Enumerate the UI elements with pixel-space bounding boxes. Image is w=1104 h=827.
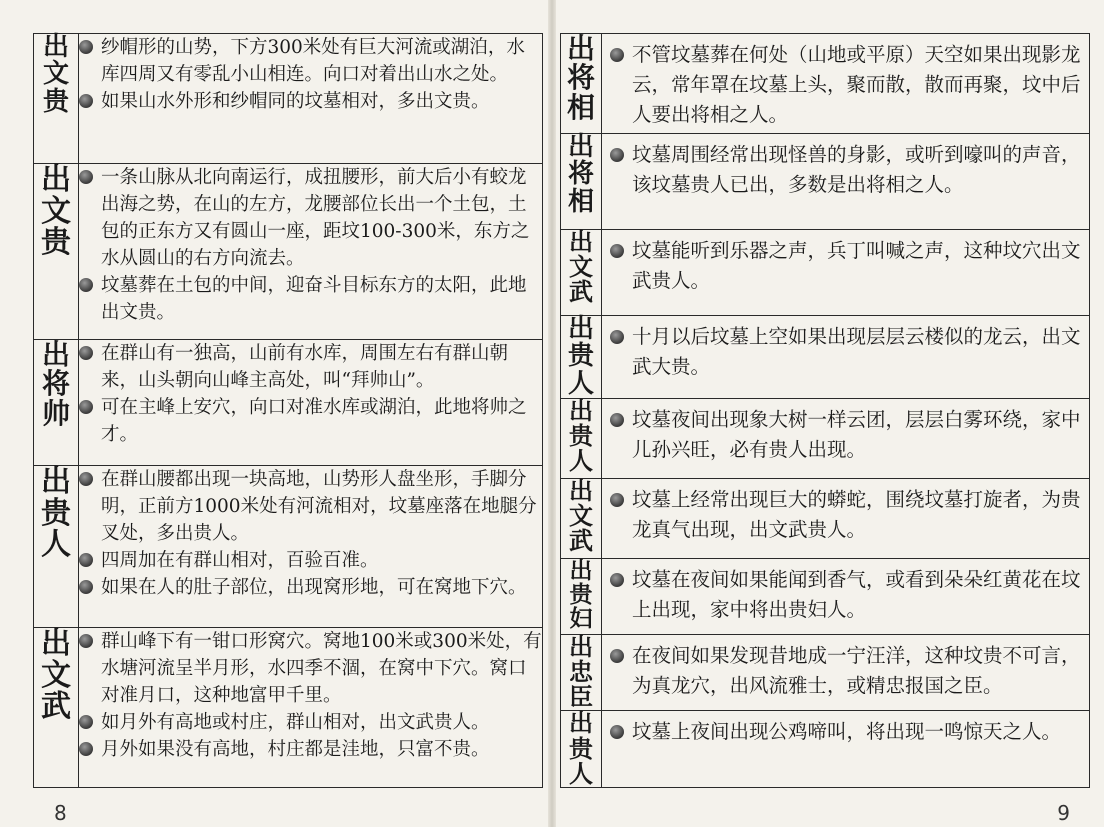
row-heading: 出 将 相	[561, 134, 602, 230]
right-row	[561, 398, 1090, 478]
right-table	[560, 33, 1090, 788]
bullet-text: 坟墓葬在土包的中间，迎奋斗目标东方的太阳，此地出文贵。	[101, 275, 527, 323]
bullet-dot-icon	[610, 413, 624, 427]
bullet-dot-icon	[79, 634, 93, 648]
left-row	[34, 34, 543, 164]
bullet-text: 坟墓上经常出现巨大的蟒蛇，围绕坟墓打旋者，为贵龙真气出现，出文武贵人。	[632, 487, 1081, 541]
bullet-item	[610, 485, 1085, 545]
bullet-text: 在群山有一独高，山前有水库，周围左右有群山朝来，山头朝向山峰主高处，叫“拜帅山”。	[101, 343, 509, 391]
bullet-item	[610, 405, 1085, 465]
row-content	[602, 711, 1090, 788]
row-content	[602, 398, 1090, 478]
bullet-dot-icon	[79, 170, 93, 184]
row-content	[79, 628, 543, 788]
bullet-dot-icon	[610, 573, 624, 587]
row-heading: 出 贵 妇	[561, 558, 602, 634]
row-content	[602, 634, 1090, 711]
right-row	[561, 711, 1090, 788]
row-heading: 出 文 贵	[34, 34, 79, 164]
row-heading: 出 文 贵	[34, 164, 79, 340]
bullet-item	[79, 34, 542, 88]
bullet-text: 月外如果没有高地，村庄都是洼地，只富不贵。	[101, 739, 490, 760]
row-content	[602, 230, 1090, 316]
bullet-item	[610, 717, 1085, 747]
bullet-dot-icon	[610, 48, 624, 62]
row-heading: 出 文 武	[34, 628, 79, 788]
left-row	[34, 164, 543, 340]
bullet-text: 四周加在有群山相对，百验百准。	[101, 550, 379, 571]
bullet-dot-icon	[610, 725, 624, 739]
bullet-text: 如月外有高地或村庄，群山相对，出文武贵人。	[101, 712, 490, 733]
bullet-dot-icon	[79, 278, 93, 292]
bullet-dot-icon	[79, 742, 93, 756]
bullet-dot-icon	[79, 715, 93, 729]
row-content	[79, 164, 543, 340]
bullet-text: 在群山腰都出现一块高地，山势形人盘坐形，手脚分明，正前方1000米处有河流相对，坟墓座落在地腿分叉处，多出贵人。	[101, 469, 537, 544]
row-content	[602, 478, 1090, 558]
row-heading: 出 将 相	[561, 34, 602, 134]
row-content	[602, 134, 1090, 230]
row-heading: 出 贵 人	[561, 711, 602, 788]
bullet-item	[610, 565, 1085, 625]
bullet-dot-icon	[79, 580, 93, 594]
row-heading: 出 文 武	[561, 478, 602, 558]
right-row	[561, 478, 1090, 558]
left-row	[34, 466, 543, 628]
bullet-dot-icon	[79, 94, 93, 108]
bullet-item	[79, 272, 542, 326]
bullet-item	[79, 709, 542, 736]
bullet-dot-icon	[610, 649, 624, 663]
bullet-text: 坟墓夜间出现象大树一样云团，层层白雾环绕，家中儿孙兴旺，必有贵人出现。	[632, 407, 1081, 461]
bullet-item	[79, 340, 542, 394]
bullet-text: 在夜间如果发现昔地成一宁汪洋，这种坟贵不可言，为真龙穴，出风流雅士，或精忠报国之臣。	[632, 643, 1081, 697]
bullet-text: 十月以后坟墓上空如果出现层层云楼似的龙云，出文武大贵。	[632, 325, 1081, 378]
bullet-text: 群山峰下有一钳口形窝穴。窝地100米或300米处，有水塘河流呈半月形，水四季不涸，在窝中下穴。窝口对准月口，这种地富甲千里。	[101, 631, 542, 706]
row-heading: 出 贵 人	[34, 466, 79, 628]
bullet-text: 不管坟墓葬在何处（山地或平原）天空如果出现影龙云，常年罩在坟墓上头，聚而散，散而再聚，坟中后人要出将相之人。	[632, 43, 1081, 126]
row-heading: 出 将 帅	[34, 340, 79, 466]
bullet-dot-icon	[610, 330, 624, 344]
page-number-right: 9	[1057, 801, 1070, 825]
bullet-item	[610, 236, 1085, 296]
row-heading: 出 忠 臣	[561, 634, 602, 711]
bullet-text: 一条山脉从北向南运行，成扭腰形，前大后小有蛟龙出海之势，在山的左方，龙腰部位长出一个土包，土包的正东方又有圆山一座，距坟100-300米，东方之水从圆山的右方向流去。	[101, 167, 530, 269]
row-content	[79, 466, 543, 628]
left-row	[34, 628, 543, 788]
row-content	[602, 34, 1090, 134]
right-row	[561, 316, 1090, 399]
row-heading: 出 文 武	[561, 230, 602, 316]
bullet-item	[79, 736, 542, 763]
bullet-text: 如果山水外形和纱帽同的坟墓相对，多出文贵。	[101, 91, 490, 112]
row-content	[79, 34, 543, 164]
bullet-item	[79, 574, 542, 601]
row-heading: 出 贵 人	[561, 398, 602, 478]
right-row	[561, 230, 1090, 316]
bullet-dot-icon	[79, 40, 93, 54]
page-number-left: 8	[54, 801, 67, 825]
bullet-dot-icon	[79, 472, 93, 486]
bullet-text: 可在主峰上安穴，向口对准水库或湖泊，此地将帅之才。	[101, 397, 527, 445]
right-page	[552, 0, 1104, 827]
bullet-item	[79, 164, 542, 272]
row-heading: 出 贵 人	[561, 316, 602, 399]
bullet-item	[79, 394, 542, 448]
right-row	[561, 558, 1090, 634]
bullet-item	[79, 628, 542, 709]
bullet-text: 坟墓周围经常出现怪兽的身影，或听到嚎叫的声音，该坟墓贵人已出，多数是出将相之人。	[632, 143, 1081, 196]
row-content	[79, 340, 543, 466]
bullet-item	[610, 322, 1085, 382]
bullet-dot-icon	[79, 400, 93, 414]
bullet-text: 如果在人的肚子部位，出现窝形地，可在窝地下穴。	[101, 577, 527, 598]
bullet-item	[610, 140, 1085, 200]
bullet-text: 坟墓上夜间出现公鸡啼叫，将出现一鸣惊天之人。	[632, 720, 1062, 744]
row-content	[602, 316, 1090, 399]
bullet-text: 纱帽形的山势，下方300米处有巨大河流或湖泊，水库四周又有零乱小山相连。向口对着出山水之处。	[101, 37, 525, 85]
bullet-dot-icon	[79, 553, 93, 567]
bullet-item	[79, 88, 542, 115]
row-content	[602, 558, 1090, 634]
bullet-dot-icon	[610, 244, 624, 258]
left-table	[33, 33, 543, 788]
bullet-text: 坟墓能听到乐器之声，兵丁叫喊之声，这种坟穴出文武贵人。	[632, 239, 1081, 292]
bullet-item	[79, 547, 542, 574]
bullet-dot-icon	[610, 493, 624, 507]
right-row	[561, 134, 1090, 230]
right-row	[561, 634, 1090, 711]
left-row	[34, 340, 543, 466]
bullet-item	[610, 641, 1085, 701]
bullet-item	[610, 40, 1085, 130]
right-row	[561, 34, 1090, 134]
bullet-item	[79, 466, 542, 547]
bullet-dot-icon	[79, 346, 93, 360]
bullet-text: 坟墓在夜间如果能闻到香气，或看到朵朵红黄花在坟上出现，家中将出贵妇人。	[632, 567, 1081, 621]
bullet-dot-icon	[610, 148, 624, 162]
